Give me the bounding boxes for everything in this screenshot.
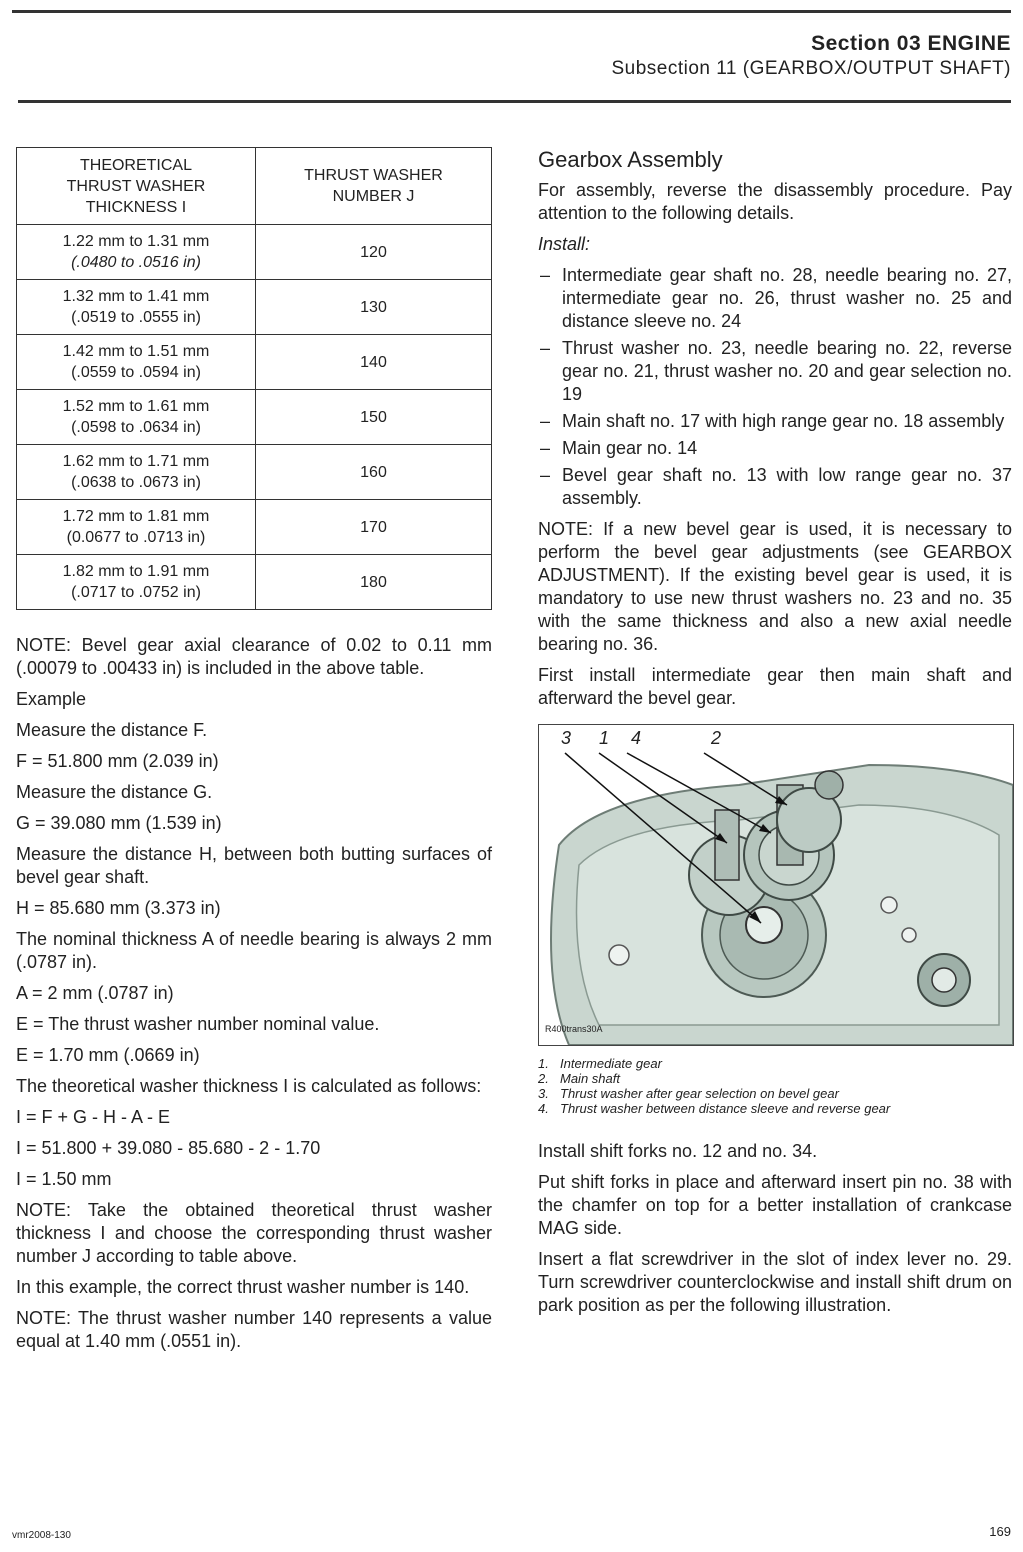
text-line: The theoretical washer thickness I is calculated as follows: [16, 1076, 482, 1096]
note-bevel-gear: NOTE: If a new bevel gear is used, it is necessary to perform the bevel gear adjustments (see GEARBOX ADJUSTMENT). If the existing bevel gear is used, it is mandatory to use new thrust washers no. 23 and no. 35 with the same thickness and also a new axial needle bearing no. 36. [538, 519, 1012, 654]
document-code: vmr2008-130 [12, 1530, 71, 1541]
formula-line: I = F + G - H - A - E [16, 1107, 171, 1127]
after-figure-text [538, 1140, 1012, 1317]
caption-number: 1. [538, 1056, 549, 1071]
mm-range: 1.32 mm to 1.41 mm [62, 288, 210, 305]
table-row [17, 225, 492, 280]
inch-range: (.0559 to .0594 in) [71, 364, 201, 381]
text-line: G = 39.080 mm (1.539 in) [16, 813, 222, 833]
number-cell: 180 [256, 555, 492, 610]
header-line: NUMBER J [332, 188, 415, 205]
mm-range: 1.42 mm to 1.51 mm [62, 343, 210, 360]
number-cell: 130 [256, 280, 492, 335]
note-washer-value: NOTE: The thrust washer number 140 represents a value equal at 1.40 mm (.0551 in). [16, 1308, 492, 1351]
inch-range: (.0598 to .0634 in) [71, 419, 201, 436]
table-row [17, 390, 492, 445]
table-header-number [256, 148, 492, 225]
caption-text: Main shaft [560, 1071, 620, 1086]
inch-range: (.0638 to .0673 in) [71, 474, 201, 491]
list-item: – Main shaft no. 17 with high range gear no. 18 assembly [538, 410, 1012, 433]
top-rule [12, 10, 1011, 13]
table-row [17, 555, 492, 610]
gearbox-illustration [539, 725, 1013, 1045]
assembly-intro: For assembly, reverse the disassembly procedure. Pay attention to the following details. [538, 180, 1012, 223]
page-header [611, 32, 1011, 80]
thickness-cell [17, 225, 256, 280]
thickness-cell [17, 390, 256, 445]
text-line: Measure the distance H, between both butting surfaces of bevel gear shaft. [16, 844, 492, 887]
callout-3: 3 [561, 728, 572, 748]
text-line: Insert a flat screwdriver in the slot of index lever no. 29. Turn screwdriver counterclockwise and install shift drum on park position as per the following illustration. [538, 1249, 1012, 1315]
caption-number: 4. [538, 1101, 549, 1116]
install-list [538, 264, 1012, 510]
formula-line: I = 1.50 mm [16, 1169, 112, 1189]
thickness-cell [17, 555, 256, 610]
text-line: Put shift forks in place and afterward insert pin no. 38 with the chamfer on top for a better installation of crankcase MAG side. [538, 1172, 1012, 1238]
text-line: E = The thrust washer number nominal value. [16, 1014, 380, 1034]
text-line: F = 51.800 mm (2.039 in) [16, 751, 219, 771]
table-header-row [17, 148, 492, 225]
example-heading: Example [16, 689, 87, 709]
caption-item [538, 1071, 1012, 1086]
number-cell: 140 [256, 335, 492, 390]
mm-range: 1.62 mm to 1.71 mm [62, 453, 210, 470]
header-line: THEORETICAL [79, 156, 192, 174]
table-header-thickness [17, 148, 256, 225]
mm-range: 1.22 mm to 1.31 mm [62, 233, 210, 250]
list-item: – Thrust washer no. 23, needle bearing no. 22, reverse gear no. 21, thrust washer no. 20 and gear selection no. 19 [538, 337, 1012, 406]
list-item: – Intermediate gear shaft no. 28, needle bearing no. 27, intermediate gear no. 26, thrust washer no. 25 and distance sleeve no. 24 [538, 264, 1012, 333]
text-line: A = 2 mm (.0787 in) [16, 983, 174, 1003]
text-line: Measure the distance G. [16, 782, 213, 802]
caption-number: 3. [538, 1086, 549, 1101]
callout-2: 2 [711, 728, 722, 748]
table-row [17, 335, 492, 390]
number-cell: 170 [256, 500, 492, 555]
gearbox-assembly-title: Gearbox Assembly [538, 147, 723, 172]
thickness-cell [17, 335, 256, 390]
table-row [17, 280, 492, 335]
inch-range: (0.0677 to .0713 in) [66, 529, 206, 546]
subsection-title: Subsection 11 (GEARBOX/OUTPUT SHAFT) [611, 58, 1011, 79]
callout-4: 4 [631, 728, 642, 748]
thickness-cell [17, 500, 256, 555]
mm-range: 1.82 mm to 1.91 mm [62, 563, 210, 580]
figure-code: R400trans30A [545, 1024, 603, 1034]
caption-item [538, 1056, 1012, 1071]
caption-item [538, 1086, 1012, 1101]
figure-captions [538, 1056, 1012, 1116]
text-line: E = 1.70 mm (.0669 in) [16, 1045, 200, 1065]
note-bevel-clearance: NOTE: Bevel gear axial clearance of 0.02 to 0.11 mm (.00079 to .00433 in) is included in the above table. [16, 635, 492, 678]
caption-text: Thrust washer after gear selection on bevel gear [560, 1086, 839, 1101]
list-item: – Main gear no. 14 [538, 437, 1012, 460]
text-line: H = 85.680 mm (3.373 in) [16, 898, 221, 918]
text-line: Install shift forks no. 12 and no. 34. [538, 1141, 818, 1161]
mm-range: 1.52 mm to 1.61 mm [62, 398, 210, 415]
text-line: Measure the distance F. [16, 720, 208, 740]
header-rule [18, 100, 1011, 103]
caption-number: 2. [538, 1071, 549, 1086]
number-cell: 150 [256, 390, 492, 445]
formula-line: I = 51.800 + 39.080 - 85.680 - 2 - 1.70 [16, 1138, 321, 1158]
right-column [538, 147, 1012, 1325]
mm-range: 1.72 mm to 1.81 mm [62, 508, 210, 525]
table-row [17, 500, 492, 555]
inch-range: (.0480 to .0516 in) [71, 254, 201, 271]
caption-text: Thrust washer between distance sleeve and reverse gear [560, 1101, 891, 1116]
note-choose-washer: NOTE: Take the obtained theoretical thrust washer thickness I and choose the corresponding thrust washer number J according to table above. [16, 1200, 492, 1266]
section-title: Section 03 ENGINE [811, 32, 1011, 55]
inch-range: (.0519 to .0555 in) [71, 309, 201, 326]
thickness-cell [17, 280, 256, 335]
caption-text: Intermediate gear [560, 1056, 662, 1071]
left-column [16, 147, 492, 1361]
text-line: In this example, the correct thrust washer number is 140. [16, 1277, 470, 1297]
inch-range: (.0717 to .0752 in) [71, 584, 201, 601]
number-cell: 120 [256, 225, 492, 280]
callout-1: 1 [599, 728, 610, 748]
first-install-text: First install intermediate gear then main shaft and afterward the bevel gear. [538, 665, 1012, 708]
gearbox-figure [538, 724, 1014, 1046]
install-label: Install: [538, 234, 591, 254]
thrust-washer-table [16, 147, 492, 610]
thickness-cell [17, 445, 256, 500]
list-item: – Bevel gear shaft no. 13 with low range gear no. 37 assembly. [538, 464, 1012, 510]
header-line: THICKNESS I [85, 198, 187, 216]
number-cell: 160 [256, 445, 492, 500]
table-row [17, 445, 492, 500]
caption-item [538, 1101, 1012, 1116]
header-line: THRUST WASHER [66, 177, 206, 195]
page-number: 169 [989, 1524, 1011, 1539]
text-line: The nominal thickness A of needle bearing is always 2 mm (.0787 in). [16, 929, 492, 972]
header-line: THRUST WASHER [304, 167, 443, 184]
